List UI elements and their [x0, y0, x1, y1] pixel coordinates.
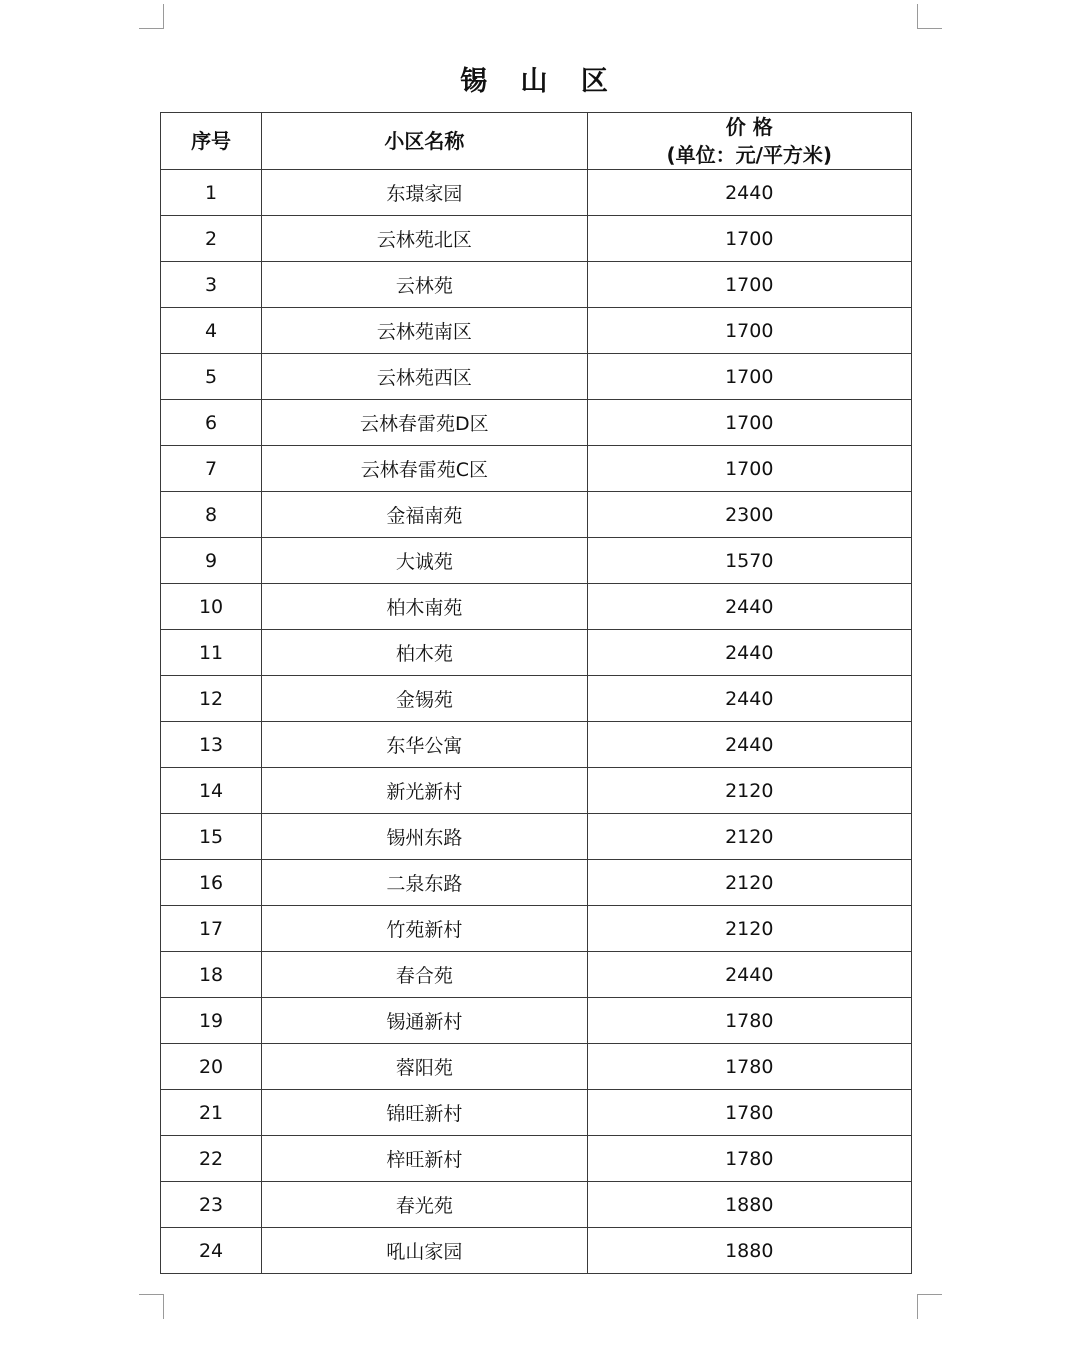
cell-name: 云林苑北区 [262, 216, 587, 262]
table-row [161, 814, 912, 860]
cell-no: 9 [161, 538, 262, 584]
table-row [161, 1090, 912, 1136]
cell-price: 1880 [587, 1228, 911, 1274]
crop-mark-bottom-right [917, 1294, 942, 1319]
page-title: 锡 山 区 [460, 66, 620, 97]
cell-price: 1570 [587, 538, 911, 584]
cell-name: 东璟家园 [262, 170, 587, 216]
cell-no: 6 [161, 400, 262, 446]
table-row [161, 354, 912, 400]
cell-name: 春光苑 [262, 1182, 587, 1228]
table-row [161, 216, 912, 262]
cell-price: 2120 [587, 768, 911, 814]
cell-name: 大诚苑 [262, 538, 587, 584]
table-row [161, 1182, 912, 1228]
cell-name: 梓旺新村 [262, 1136, 587, 1182]
cell-price: 1780 [587, 998, 911, 1044]
cell-name: 柏木南苑 [262, 584, 587, 630]
table-row [161, 170, 912, 216]
cell-price: 1880 [587, 1182, 911, 1228]
cell-name: 吼山家园 [262, 1228, 587, 1274]
crop-mark-top-right [917, 4, 942, 29]
cell-no: 7 [161, 446, 262, 492]
cell-no: 19 [161, 998, 262, 1044]
cell-price: 2440 [587, 584, 911, 630]
cell-price: 2120 [587, 814, 911, 860]
cell-no: 23 [161, 1182, 262, 1228]
cell-name: 二泉东路 [262, 860, 587, 906]
cell-no: 13 [161, 722, 262, 768]
table-row [161, 308, 912, 354]
cell-no: 14 [161, 768, 262, 814]
cell-price: 2440 [587, 952, 911, 998]
cell-name: 锡州东路 [262, 814, 587, 860]
table-row [161, 1136, 912, 1182]
cell-name: 云林苑南区 [262, 308, 587, 354]
cell-price: 2120 [587, 860, 911, 906]
cell-price: 2440 [587, 722, 911, 768]
table-row [161, 584, 912, 630]
cell-no: 10 [161, 584, 262, 630]
cell-name: 金福南苑 [262, 492, 587, 538]
cell-no: 8 [161, 492, 262, 538]
cell-name: 锡通新村 [262, 998, 587, 1044]
cell-price: 2440 [587, 630, 911, 676]
table-row [161, 952, 912, 998]
table-row [161, 630, 912, 676]
cell-price: 2440 [587, 170, 911, 216]
cell-no: 24 [161, 1228, 262, 1274]
cell-name: 云林春雷苑D区 [262, 400, 587, 446]
price-table [160, 112, 912, 1274]
cell-price: 1780 [587, 1044, 911, 1090]
table-row [161, 1044, 912, 1090]
cell-name: 云林苑 [262, 262, 587, 308]
crop-mark-bottom-left [139, 1294, 164, 1319]
cell-no: 16 [161, 860, 262, 906]
cell-no: 15 [161, 814, 262, 860]
cell-price: 1780 [587, 1136, 911, 1182]
cell-name: 柏木苑 [262, 630, 587, 676]
cell-no: 3 [161, 262, 262, 308]
cell-name: 蓉阳苑 [262, 1044, 587, 1090]
crop-mark-top-left [139, 4, 164, 29]
cell-no: 11 [161, 630, 262, 676]
cell-name: 锦旺新村 [262, 1090, 587, 1136]
cell-name: 竹苑新村 [262, 906, 587, 952]
cell-price: 1700 [587, 446, 911, 492]
table-row [161, 906, 912, 952]
header-price [587, 113, 911, 170]
header-price-unit: (单位：元/平方米) [666, 143, 833, 167]
cell-name: 新光新村 [262, 768, 587, 814]
cell-name: 春合苑 [262, 952, 587, 998]
cell-price: 1780 [587, 1090, 911, 1136]
header-no: 序号 [161, 113, 262, 170]
cell-price: 1700 [587, 400, 911, 446]
cell-no: 5 [161, 354, 262, 400]
table-row [161, 998, 912, 1044]
table-row [161, 400, 912, 446]
cell-name: 金锡苑 [262, 676, 587, 722]
cell-price: 2440 [587, 676, 911, 722]
table-row [161, 492, 912, 538]
table-row [161, 676, 912, 722]
table-row [161, 446, 912, 492]
table-row [161, 722, 912, 768]
header-name: 小区名称 [262, 113, 587, 170]
table-row [161, 262, 912, 308]
cell-no: 2 [161, 216, 262, 262]
cell-name: 云林苑西区 [262, 354, 587, 400]
cell-name: 云林春雷苑C区 [262, 446, 587, 492]
cell-price: 1700 [587, 216, 911, 262]
cell-no: 17 [161, 906, 262, 952]
cell-no: 20 [161, 1044, 262, 1090]
cell-no: 1 [161, 170, 262, 216]
cell-price: 2120 [587, 906, 911, 952]
cell-price: 2300 [587, 492, 911, 538]
cell-no: 21 [161, 1090, 262, 1136]
cell-name: 东华公寓 [262, 722, 587, 768]
table-row [161, 1228, 912, 1274]
table-body [161, 170, 912, 1274]
cell-no: 4 [161, 308, 262, 354]
cell-price: 1700 [587, 308, 911, 354]
table-header-row [161, 113, 912, 170]
table-row [161, 538, 912, 584]
cell-price: 1700 [587, 262, 911, 308]
cell-no: 12 [161, 676, 262, 722]
cell-price: 1700 [587, 354, 911, 400]
cell-no: 18 [161, 952, 262, 998]
header-price-label: 价 格 [725, 115, 773, 139]
table-row [161, 860, 912, 906]
table-row [161, 768, 912, 814]
cell-no: 22 [161, 1136, 262, 1182]
